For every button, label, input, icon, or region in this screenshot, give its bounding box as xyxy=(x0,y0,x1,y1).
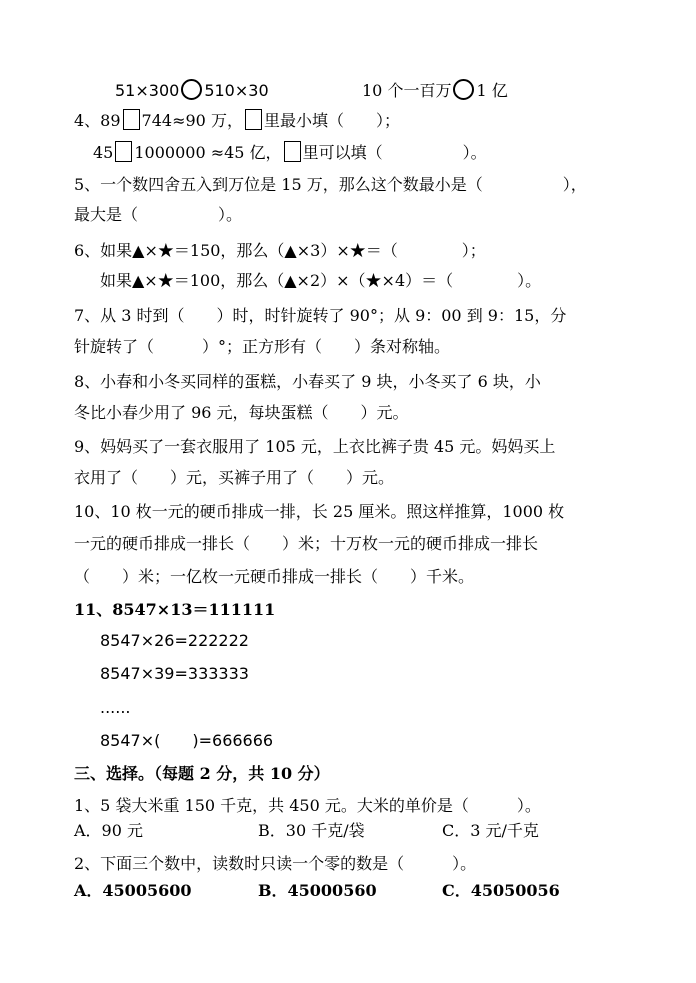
q7-line-1: 7、从 3 时到（ ）时，时针旋转了 90°；从 9：00 到 9：15，分 xyxy=(74,306,567,325)
section-3-heading: 三、选择。（每题 2 分，共 10 分） xyxy=(74,764,330,783)
answer-box-3[interactable] xyxy=(115,141,132,162)
q11-line-2: 8547×26=222222 xyxy=(100,631,249,650)
q4a-suffix: 里最小填（ ）； xyxy=(263,111,400,130)
q6-line-1: 6、如果▲×★＝150，那么（▲×3）×★＝（ ）； xyxy=(74,241,486,260)
choice-q1-option-a[interactable]: A．90 元 xyxy=(74,821,144,840)
q6-line-2: 如果▲×★＝100，那么（▲×2）×（★×4）＝（ ）。 xyxy=(100,271,542,290)
q5-line-2: 最大是（ ）。 xyxy=(74,205,243,224)
q3b-row xyxy=(362,79,508,102)
answer-box-2[interactable] xyxy=(245,109,262,130)
q11-line-3: 8547×39=333333 xyxy=(100,664,249,683)
q8-line-2: 冬比小春少用了 96 元，每块蛋糕（ ）元。 xyxy=(74,403,409,422)
choice-q1-option-b[interactable]: B．30 千克/袋 xyxy=(258,821,365,840)
q9-line-2: 衣用了（ ）元，买裤子用了（ ）元。 xyxy=(74,468,395,487)
q9-line-1: 9、妈妈买了一套衣服用了 105 元，上衣比裤子贵 45 元。妈妈买上 xyxy=(74,437,556,456)
q8-line-1: 8、小春和小冬买同样的蛋糕，小春买了 9 块，小冬买了 6 块，小 xyxy=(74,372,541,391)
q11-line-1: 11、8547×13＝111111 xyxy=(74,600,276,619)
q11-ellipsis: ...... xyxy=(100,698,131,717)
q11-line-5: 8547×( )=666666 xyxy=(100,731,274,750)
compare-circle-2[interactable] xyxy=(453,79,474,100)
answer-box-4[interactable] xyxy=(284,141,301,162)
q5-line-1: 5、一个数四舍五入到万位是 15 万，那么这个数最小是（ ）， xyxy=(74,175,587,194)
q3-left-expr: 51×300 xyxy=(115,81,180,100)
q10-line-3: （ ）米；一亿枚一元硬币排成一排长（ ）千米。 xyxy=(74,567,475,586)
q7-line-2: 针旋转了（ ）°；正方形有（ ）条对称轴。 xyxy=(74,337,451,356)
q4a-prefix: 4、89 xyxy=(74,111,121,130)
q4-line-2 xyxy=(93,141,487,164)
compare-circle-1[interactable] xyxy=(181,79,202,100)
q3-row xyxy=(115,79,269,102)
choice-q2-option-b[interactable]: B．45000560 xyxy=(258,881,377,900)
q4b-prefix: 45 xyxy=(93,143,114,162)
q4b-middle: 1000000 ≈45 亿， xyxy=(134,143,282,162)
choice-q1-option-c[interactable]: C．3 元/千克 xyxy=(442,821,539,840)
choice-q2-option-c[interactable]: C．45050056 xyxy=(442,881,560,900)
q3b-left-expr: 10 个一百万 xyxy=(362,81,452,100)
q3b-right-expr: 1 亿 xyxy=(476,81,508,100)
q10-line-1: 10、10 枚一元的硬币排成一排，长 25 厘米。照这样推算，1000 枚 xyxy=(74,502,565,521)
choice-q2: 2、下面三个数中，读数时只读一个零的数是（ ）。 xyxy=(74,854,477,873)
q4-line-1 xyxy=(74,109,400,132)
q3-right-expr: 510×30 xyxy=(204,81,269,100)
q10-line-2: 一元的硬币排成一排长（ ）米；十万枚一元的硬币排成一排长 xyxy=(74,534,539,553)
choice-q2-option-a[interactable]: A．45005600 xyxy=(74,881,192,900)
answer-box-1[interactable] xyxy=(123,109,140,130)
q4b-suffix: 里可以填（ ）。 xyxy=(302,143,487,162)
choice-q1: 1、5 袋大米重 150 千克，共 450 元。大米的单价是（ ）。 xyxy=(74,796,541,815)
q4a-middle: 744≈90 万， xyxy=(141,111,243,130)
